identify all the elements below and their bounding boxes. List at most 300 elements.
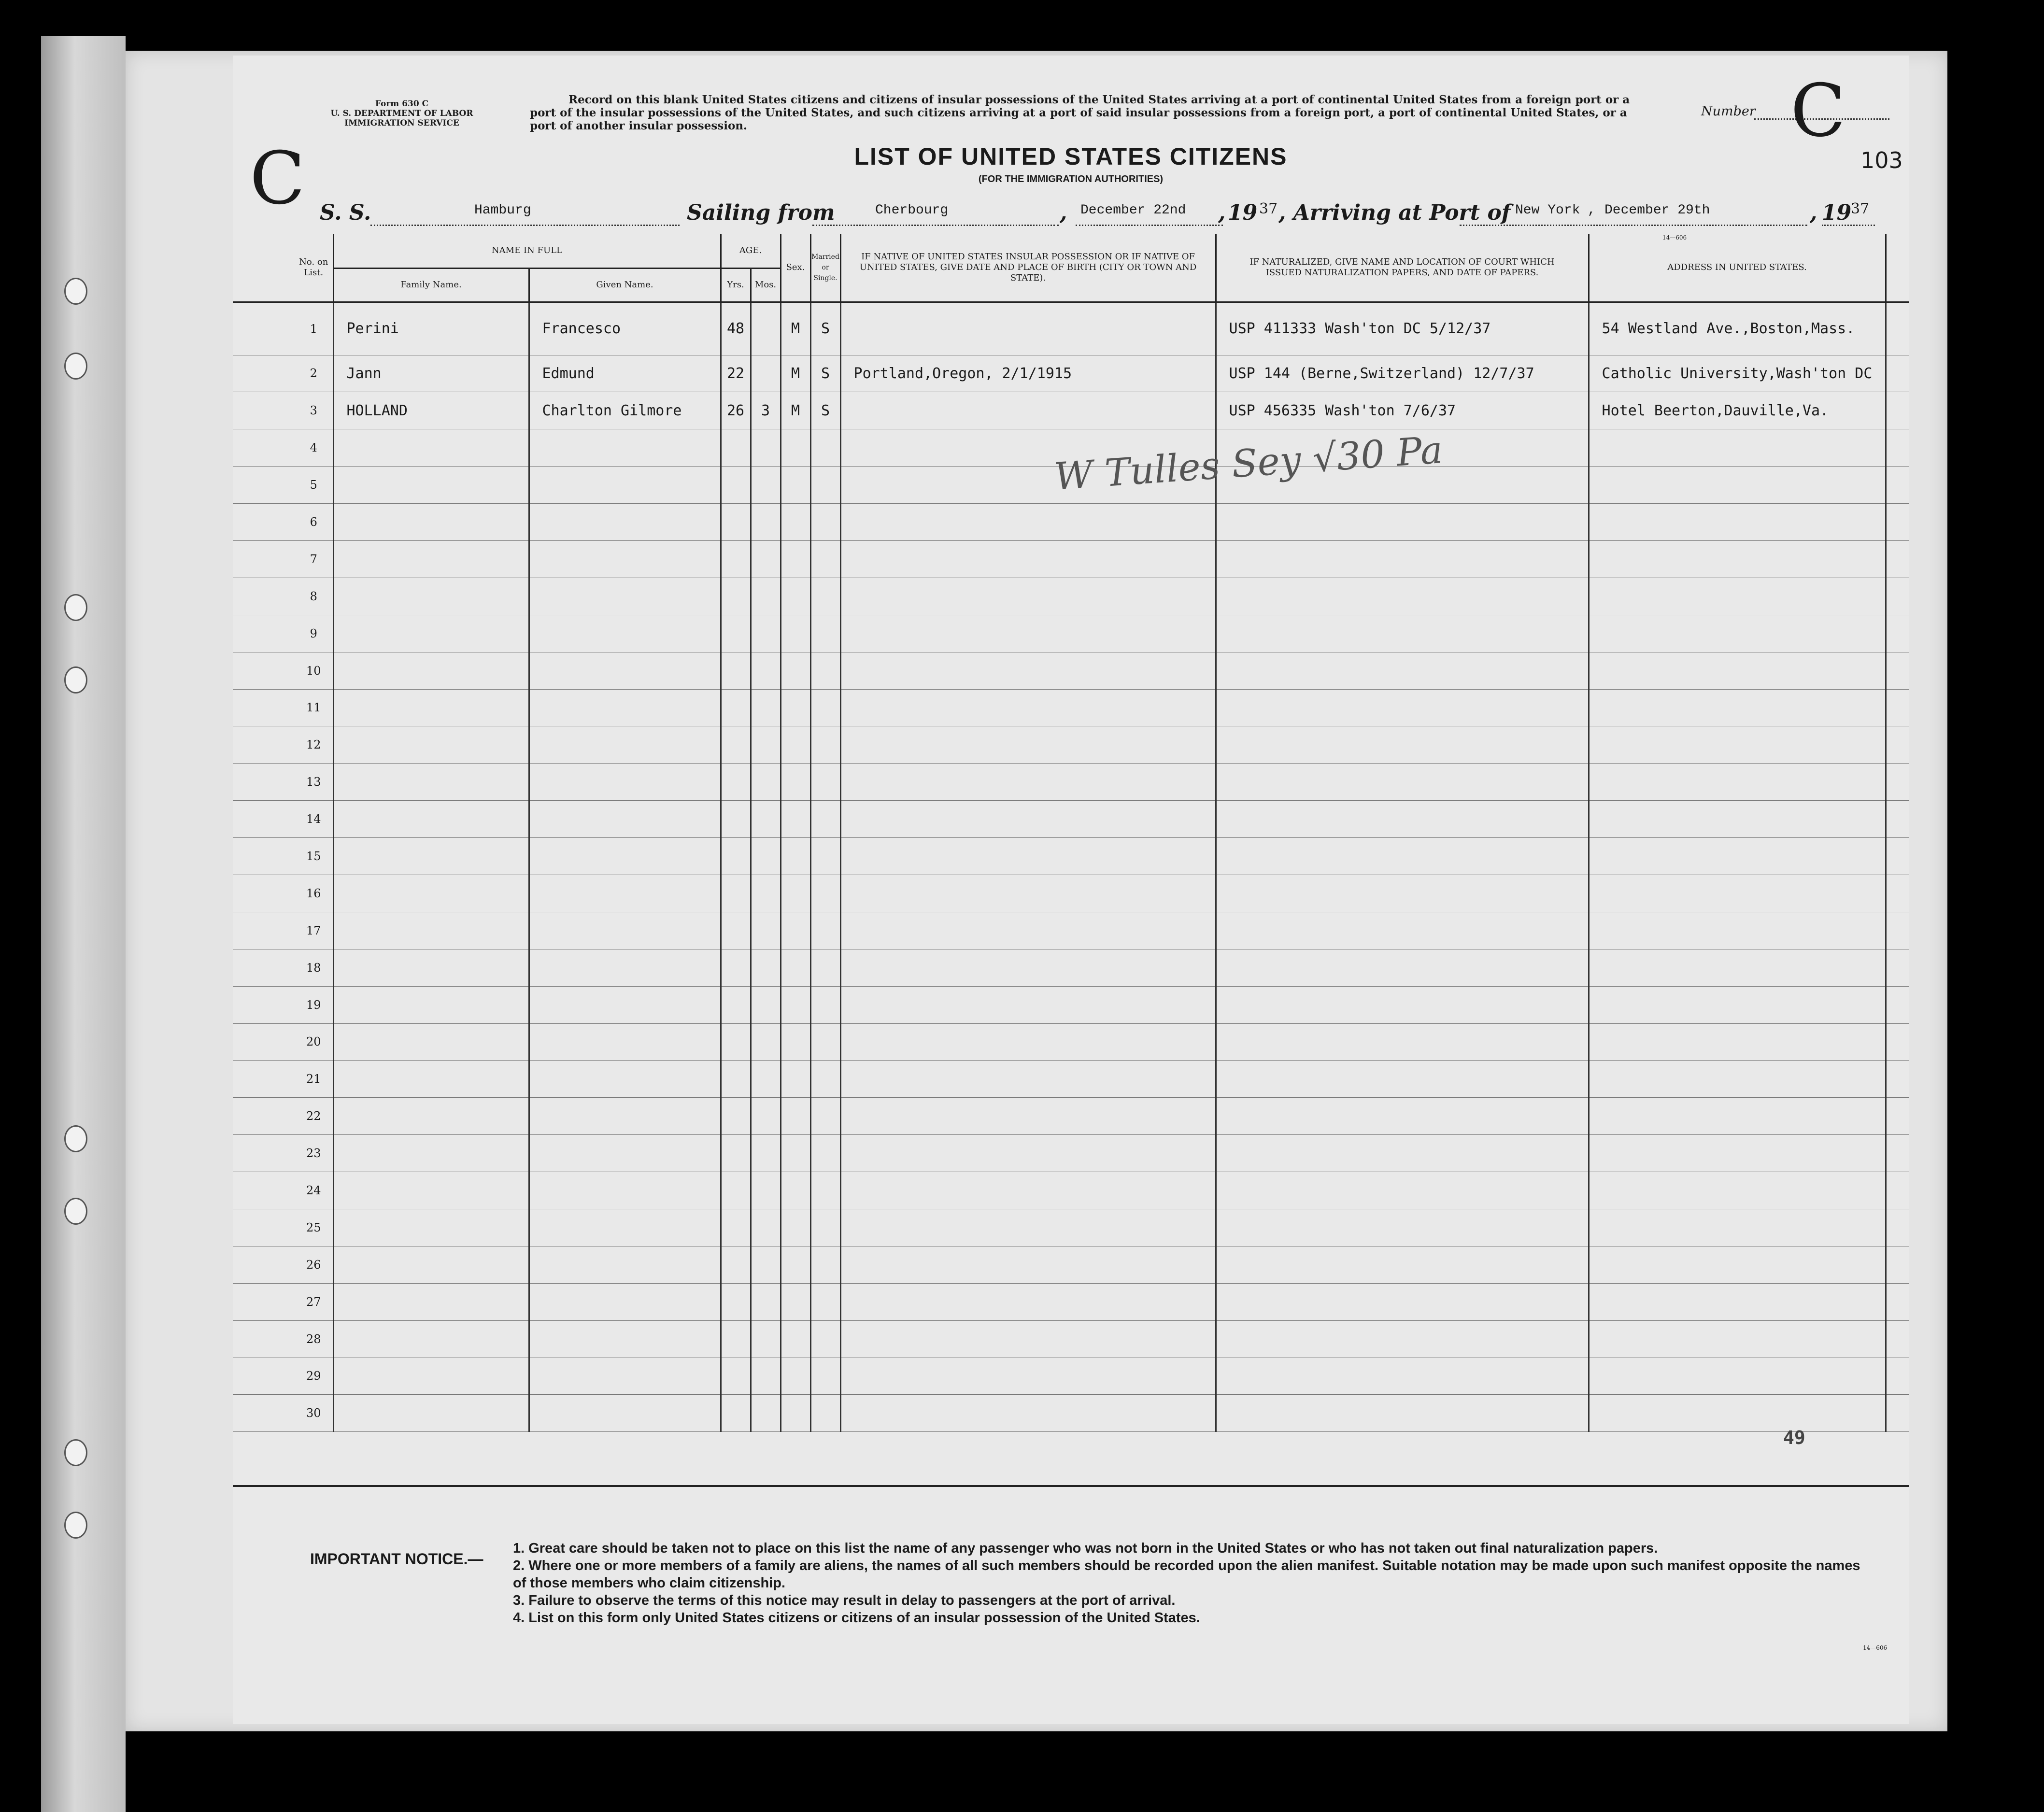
row-number: 10 [295, 652, 333, 689]
binder-hole [64, 278, 87, 305]
sailing-label: Sailing from [687, 200, 835, 225]
margin-cell [1886, 764, 1909, 801]
margin-cell [233, 1135, 295, 1172]
row-number: 25 [295, 1209, 333, 1246]
col-header-name: NAME IN FULL [333, 234, 721, 268]
naturalization-cell [1216, 615, 1589, 652]
given-name-cell [529, 540, 721, 578]
row-number: 30 [295, 1395, 333, 1432]
naturalization-cell: USP 456335 Wash'ton 7/6/37 [1216, 392, 1589, 429]
given-name-cell [529, 1283, 721, 1320]
margin-cell [1886, 1098, 1909, 1135]
marital-status-cell [810, 578, 840, 615]
address-cell [1589, 875, 1886, 912]
sex-cell [781, 615, 810, 652]
row-number: 28 [295, 1320, 333, 1358]
col-header-no: No. on List. [295, 234, 333, 302]
notice-label: IMPORTANT NOTICE.— [310, 1550, 483, 1568]
manifest-form [233, 56, 1909, 1724]
age-years-cell [721, 1135, 751, 1172]
sex-cell [781, 689, 810, 726]
margin-cell [1886, 1283, 1909, 1320]
given-name-cell [529, 1098, 721, 1135]
marital-status-cell [810, 504, 840, 541]
given-name-cell [529, 838, 721, 875]
age-years-cell [721, 1209, 751, 1246]
sex-cell [781, 578, 810, 615]
marital-status-cell [810, 949, 840, 986]
margin-cell [233, 1358, 295, 1395]
margin-cell [233, 1246, 295, 1283]
age-years-cell [721, 578, 751, 615]
row-number: 23 [295, 1135, 333, 1172]
row-number: 14 [295, 801, 333, 838]
address-cell [1589, 578, 1886, 615]
ship-line [370, 225, 680, 226]
margin-cell [1886, 986, 1909, 1023]
address-cell: Catholic University,Wash'ton DC [1589, 355, 1886, 392]
binder-hole [64, 1198, 87, 1225]
family-name-cell [333, 801, 529, 838]
marital-status-cell [810, 1246, 840, 1283]
address-cell [1589, 1209, 1886, 1246]
col-header-given: Given Name. [529, 268, 721, 302]
address-cell [1589, 467, 1886, 504]
given-name-cell [529, 801, 721, 838]
birth-place-cell [840, 1209, 1216, 1246]
table-row [233, 355, 1909, 392]
birth-place-cell [840, 838, 1216, 875]
birth-place-cell [840, 689, 1216, 726]
address-cell [1589, 1283, 1886, 1320]
margin-cell [1886, 392, 1909, 429]
given-name-cell [529, 1023, 721, 1061]
table-row [233, 912, 1909, 949]
age-years-cell [721, 986, 751, 1023]
age-years-cell [721, 429, 751, 467]
family-name-cell [333, 1320, 529, 1358]
age-years-cell [721, 615, 751, 652]
marital-status-cell [810, 1061, 840, 1098]
given-name-cell [529, 912, 721, 949]
address-cell [1589, 615, 1886, 652]
marital-status-cell [810, 1209, 840, 1246]
row-number: 24 [295, 1172, 333, 1209]
sex-cell [781, 1023, 810, 1061]
sailing-date: December 22nd [1080, 203, 1186, 218]
margin-cell [1886, 429, 1909, 467]
table-row [233, 726, 1909, 764]
marital-status-cell [810, 875, 840, 912]
address-cell [1589, 986, 1886, 1023]
col-header-address: ADDRESS IN UNITED STATES. [1589, 234, 1886, 302]
marital-status-cell [810, 1320, 840, 1358]
age-months-cell [751, 1283, 781, 1320]
table-row [233, 652, 1909, 689]
family-name-cell [333, 467, 529, 504]
notice-item: 2. Where one or more members of a family are aliens, the names of all such members should be recorded upon the alien manifest. Suitable notation may be made upon such manifest opposite the names of those members who claim citizenship. [513, 1558, 1860, 1591]
age-months-cell [751, 875, 781, 912]
naturalization-cell [1216, 1283, 1589, 1320]
address-cell [1589, 1358, 1886, 1395]
ss-label: S. S. [320, 200, 371, 225]
col-header-native: IF NATIVE OF UNITED STATES INSULAR POSSESSION OR IF NATIVE OF UNITED STATES, GIVE DATE AND PLACE OF BIRTH (CITY OR TOWN AND STATE). [840, 234, 1216, 302]
age-years-cell [721, 540, 751, 578]
address-cell [1589, 1395, 1886, 1432]
naturalization-cell [1216, 1172, 1589, 1209]
naturalization-cell [1216, 540, 1589, 578]
row-number: 1 [295, 302, 333, 355]
margin-cell [233, 578, 295, 615]
form-header-block [329, 99, 474, 128]
margin-cell [233, 302, 295, 355]
margin-cell [233, 1023, 295, 1061]
table-row [233, 1098, 1909, 1135]
family-name-cell [333, 1246, 529, 1283]
naturalization-cell [1216, 726, 1589, 764]
age-years-cell: 22 [721, 355, 751, 392]
table-row [233, 689, 1909, 726]
table-row [233, 801, 1909, 838]
margin-cell [233, 1320, 295, 1358]
given-name-cell [529, 1395, 721, 1432]
col-header-age: AGE. [721, 234, 781, 268]
given-name-cell [529, 467, 721, 504]
arrival-port: New York [1515, 203, 1580, 218]
ship-name: Hamburg [474, 203, 531, 218]
sex-cell [781, 1246, 810, 1283]
birth-place-cell [840, 615, 1216, 652]
margin-cell [1886, 1209, 1909, 1246]
comma-separator: , [1218, 200, 1226, 225]
margin-cell [1886, 540, 1909, 578]
table-row [233, 986, 1909, 1023]
sex-cell [781, 875, 810, 912]
col-header-naturalized: IF NATURALIZED, GIVE NAME AND LOCATION OF COURT WHICH ISSUED NATURALIZATION PAPERS, AND DATE OF PAPERS. [1216, 234, 1589, 302]
given-name-cell [529, 1358, 721, 1395]
row-number: 16 [295, 875, 333, 912]
table-row [233, 1358, 1909, 1395]
address-cell: Hotel Beerton,Dauville,Va. [1589, 392, 1886, 429]
notice-item: 4. List on this form only United States citizens or citizens of an insular possession of the United States. [513, 1610, 1200, 1626]
address-cell [1589, 1246, 1886, 1283]
sex-cell [781, 1395, 810, 1432]
family-name-cell [333, 578, 529, 615]
comma-separator: , [1060, 200, 1067, 225]
given-name-cell [529, 986, 721, 1023]
address-cell [1589, 912, 1886, 949]
row-number: 27 [295, 1283, 333, 1320]
family-name-cell [333, 1358, 529, 1395]
family-name-cell [333, 1061, 529, 1098]
birth-place-cell [840, 302, 1216, 355]
address-cell [1589, 689, 1886, 726]
sex-cell [781, 912, 810, 949]
col-header-yrs: Yrs. [721, 268, 751, 302]
arrival-year-prefix: 19 [1822, 200, 1852, 225]
naturalization-cell [1216, 838, 1589, 875]
row-number: 5 [295, 467, 333, 504]
birth-place-cell [840, 726, 1216, 764]
birth-place-cell [840, 801, 1216, 838]
sex-cell [781, 764, 810, 801]
row-number: 2 [295, 355, 333, 392]
row-number: 29 [295, 1358, 333, 1395]
marital-status-cell [810, 429, 840, 467]
col-header-family: Family Name. [333, 268, 529, 302]
service: IMMIGRATION SERVICE [344, 118, 459, 128]
family-name-cell [333, 615, 529, 652]
naturalization-cell [1216, 801, 1589, 838]
age-months-cell [751, 1098, 781, 1135]
birth-place-cell [840, 1320, 1216, 1358]
birth-place-cell [840, 1098, 1216, 1135]
naturalization-cell [1216, 578, 1589, 615]
given-name-cell [529, 726, 721, 764]
age-years-cell [721, 875, 751, 912]
margin-cell [1886, 1358, 1909, 1395]
age-months-cell [751, 429, 781, 467]
notice-item: 3. Failure to observe the terms of this notice may result in delay to passengers at the port of arrival. [513, 1593, 1176, 1608]
age-years-cell [721, 912, 751, 949]
given-name-cell [529, 1209, 721, 1246]
age-months-cell [751, 467, 781, 504]
margin-cell [1886, 689, 1909, 726]
row-number: 9 [295, 615, 333, 652]
margin-cell [1886, 1023, 1909, 1061]
given-name-cell: Francesco [529, 302, 721, 355]
birth-place-cell [840, 578, 1216, 615]
given-name-cell [529, 764, 721, 801]
birth-place-cell [840, 1358, 1216, 1395]
marital-status-cell: S [810, 302, 840, 355]
sex-cell [781, 1209, 810, 1246]
table-row [233, 1320, 1909, 1358]
margin-cell [1886, 578, 1909, 615]
age-months-cell [751, 1320, 781, 1358]
naturalization-cell [1216, 764, 1589, 801]
age-months-cell [751, 1209, 781, 1246]
marital-status-cell [810, 764, 840, 801]
notice-items [513, 1540, 1865, 1627]
address-cell [1589, 652, 1886, 689]
row-number: 6 [295, 504, 333, 541]
birth-place-cell [840, 1061, 1216, 1098]
sex-cell [781, 1283, 810, 1320]
age-months-cell [751, 355, 781, 392]
margin-cell [233, 801, 295, 838]
bottom-number: 49 [1783, 1427, 1805, 1448]
address-cell [1589, 1135, 1886, 1172]
arrival-date: December 29th [1604, 203, 1710, 218]
col-header-married: Married or Single. [810, 234, 840, 302]
family-name-cell [333, 1283, 529, 1320]
table-row [233, 1023, 1909, 1061]
margin-cell [233, 392, 295, 429]
age-months-cell [751, 504, 781, 541]
family-name-cell [333, 1395, 529, 1432]
age-months-cell [751, 540, 781, 578]
col-header-sex: Sex. [781, 234, 810, 302]
margin-cell [233, 838, 295, 875]
arrival-line [1460, 225, 1807, 226]
sex-cell [781, 1358, 810, 1395]
marital-status-cell [810, 689, 840, 726]
age-months-cell [751, 1023, 781, 1061]
left-letter: C [250, 137, 305, 221]
row-number: 3 [295, 392, 333, 429]
arrival-year: 37 [1851, 200, 1870, 217]
age-months-cell [751, 726, 781, 764]
family-name-cell [333, 875, 529, 912]
margin-cell [1886, 1246, 1909, 1283]
age-years-cell [721, 838, 751, 875]
family-name-cell [333, 726, 529, 764]
sex-cell [781, 1098, 810, 1135]
margin-cell [233, 615, 295, 652]
naturalization-cell: USP 144 (Berne,Switzerland) 12/7/37 [1216, 355, 1589, 392]
given-name-cell [529, 1320, 721, 1358]
number-label: Number [1701, 104, 1756, 119]
age-months-cell [751, 615, 781, 652]
row-number: 15 [295, 838, 333, 875]
sex-cell [781, 838, 810, 875]
row-number: 20 [295, 1023, 333, 1061]
marital-status-cell [810, 838, 840, 875]
arriving-label: , Arriving at Port of [1278, 200, 1511, 225]
given-name-cell [529, 652, 721, 689]
bottom-code: 14—606 [1863, 1644, 1888, 1651]
margin-cell [1886, 1395, 1909, 1432]
sailing-year-prefix: 19 [1228, 200, 1258, 225]
birth-place-cell [840, 1023, 1216, 1061]
birth-place-cell [840, 764, 1216, 801]
sex-cell [781, 801, 810, 838]
birth-place-cell: Portland,Oregon, 2/1/1915 [840, 355, 1216, 392]
binder-hole [64, 594, 87, 621]
row-number: 19 [295, 986, 333, 1023]
marital-status-cell [810, 912, 840, 949]
sex-cell [781, 949, 810, 986]
address-cell: 54 Westland Ave.,Boston,Mass. [1589, 302, 1886, 355]
margin-cell [1886, 801, 1909, 838]
margin-cell [233, 912, 295, 949]
family-name-cell [333, 1098, 529, 1135]
naturalization-cell [1216, 986, 1589, 1023]
sex-cell [781, 504, 810, 541]
margin-cell [1886, 1061, 1909, 1098]
given-name-cell [529, 429, 721, 467]
address-cell [1589, 764, 1886, 801]
printer-mark: 14—606 [1662, 234, 1687, 241]
age-years-cell [721, 689, 751, 726]
address-cell [1589, 540, 1886, 578]
naturalization-cell [1216, 689, 1589, 726]
age-years-cell [721, 801, 751, 838]
family-name-cell: Perini [333, 302, 529, 355]
blank-header [1886, 234, 1909, 302]
marital-status-cell: S [810, 355, 840, 392]
age-years-cell: 48 [721, 302, 751, 355]
marital-status-cell [810, 540, 840, 578]
page-number: 103 [1860, 147, 1903, 173]
given-name-cell [529, 1061, 721, 1098]
age-months-cell [751, 1358, 781, 1395]
given-name-cell [529, 949, 721, 986]
sex-cell [781, 1320, 810, 1358]
margin-cell [233, 1395, 295, 1432]
sex-cell [781, 986, 810, 1023]
binder-hole [64, 1512, 87, 1539]
comma-separator: , [1588, 203, 1596, 218]
table-row [233, 1395, 1909, 1432]
row-number: 18 [295, 949, 333, 986]
sex-cell [781, 429, 810, 467]
age-months-cell [751, 1395, 781, 1432]
age-years-cell [721, 1395, 751, 1432]
age-years-cell [721, 467, 751, 504]
sex-cell [781, 726, 810, 764]
naturalization-cell [1216, 1023, 1589, 1061]
margin-cell [1886, 949, 1909, 986]
given-name-cell [529, 1135, 721, 1172]
age-months-cell [751, 1246, 781, 1283]
naturalization-cell [1216, 1135, 1589, 1172]
naturalization-cell [1216, 1358, 1589, 1395]
age-months-cell [751, 1135, 781, 1172]
margin-cell [233, 1209, 295, 1246]
naturalization-cell [1216, 1246, 1589, 1283]
address-cell [1589, 949, 1886, 986]
margin-cell [1886, 652, 1909, 689]
marital-status-cell [810, 1172, 840, 1209]
given-name-cell [529, 1172, 721, 1209]
margin-cell [233, 1061, 295, 1098]
age-months-cell [751, 801, 781, 838]
age-years-cell [721, 1320, 751, 1358]
age-months-cell: 3 [751, 392, 781, 429]
age-years-cell [721, 1061, 751, 1098]
sailing-year: 37 [1259, 200, 1278, 217]
binder-hole [64, 1439, 87, 1466]
sex-cell [781, 652, 810, 689]
row-number: 4 [295, 429, 333, 467]
table-bottom-rule [233, 1485, 1909, 1487]
sailing-line [812, 225, 1059, 226]
sex-cell: M [781, 302, 810, 355]
table-row [233, 838, 1909, 875]
address-cell [1589, 1023, 1886, 1061]
age-months-cell [751, 1061, 781, 1098]
naturalization-cell [1216, 912, 1589, 949]
birth-place-cell [840, 1172, 1216, 1209]
document-sheet [126, 51, 1947, 1731]
address-cell [1589, 1320, 1886, 1358]
margin-cell [233, 1172, 295, 1209]
age-months-cell [751, 838, 781, 875]
birth-place-cell [840, 949, 1216, 986]
age-months-cell [751, 912, 781, 949]
given-name-cell [529, 504, 721, 541]
margin-cell [233, 1098, 295, 1135]
birth-place-cell [840, 986, 1216, 1023]
family-name-cell [333, 1172, 529, 1209]
age-years-cell: 26 [721, 392, 751, 429]
age-months-cell [751, 689, 781, 726]
marital-status-cell: S [810, 392, 840, 429]
marital-status-cell [810, 986, 840, 1023]
birth-place-cell [840, 875, 1216, 912]
